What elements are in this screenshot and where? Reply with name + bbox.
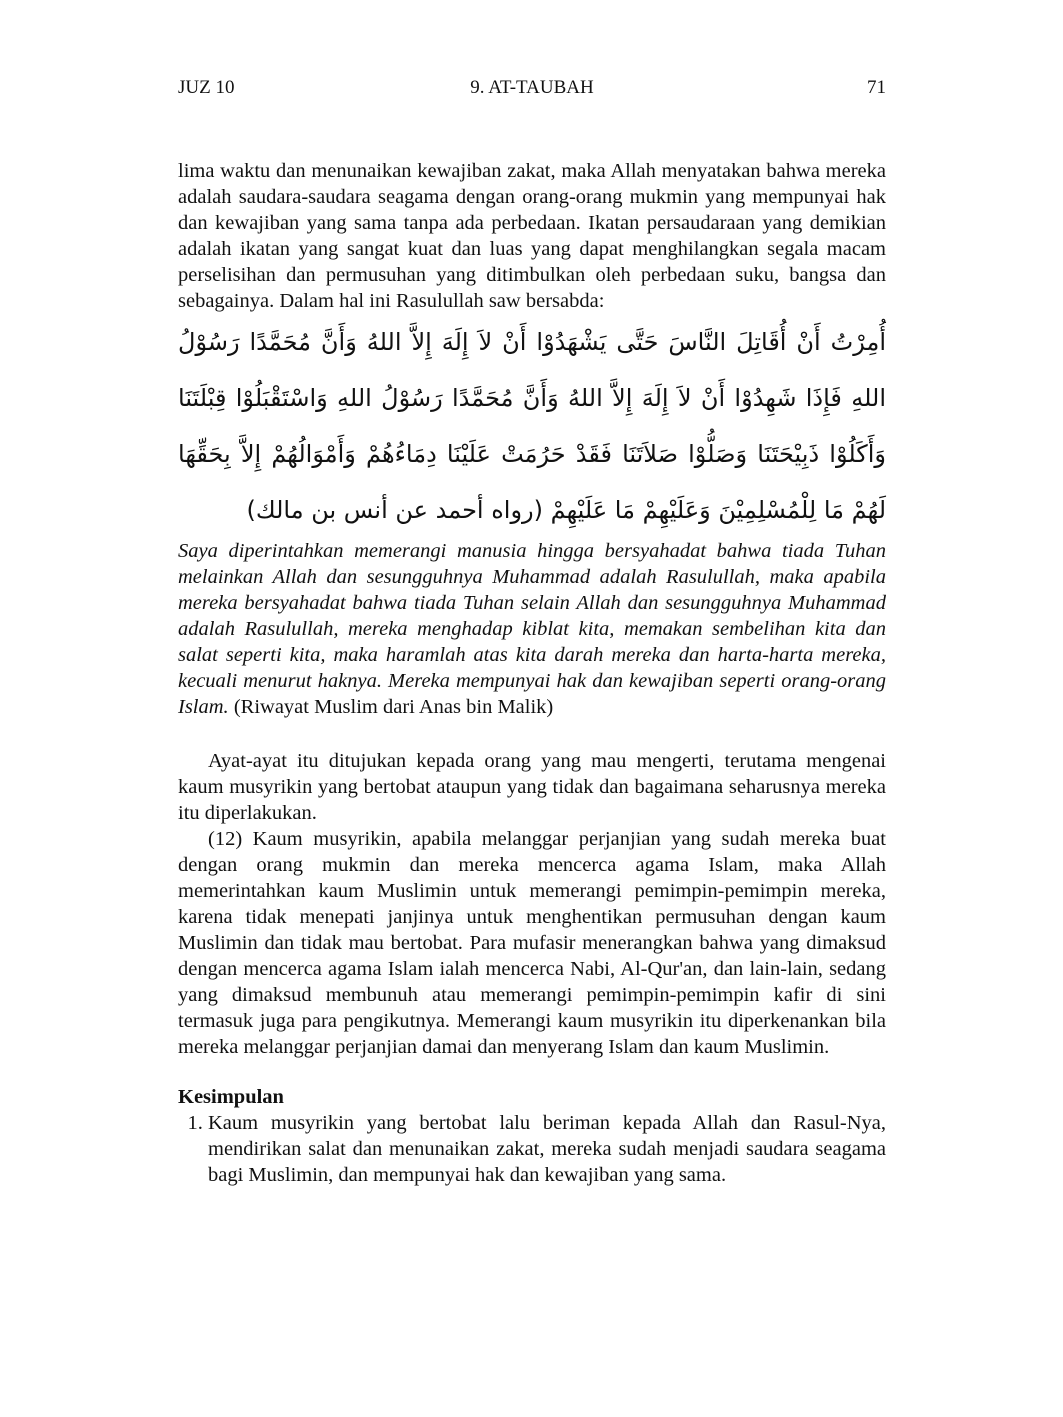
surah-title: 9. AT-TAUBAH xyxy=(470,77,594,98)
hadith-translation xyxy=(178,538,886,720)
hadith-translation-text: Saya diperintahkan memerangi manusia hingga bersyahadat bahwa tiada Tuhan melainkan Allah dan sesungguhnya Muhammad adalah Rasulullah, maka apabila mereka bersyahadat bahwa tiada Tuhan selain Allah dan sesungguhnya Muhammad adalah Rasulullah, mereka menghadap kiblat kita, memakan sembelihan kita dan salat seperti kita, maka haramlah atas kita darah mereka dan harta-harta mereka, kecuali menurut haknya. Mereka mempunyai hak dan kewajiban seperti orang-orang Islam. xyxy=(178,540,886,718)
juz-label: JUZ 10 xyxy=(178,77,235,98)
body-paragraph: Ayat-ayat itu ditujukan kepada orang yang mau mengerti, terutama mengenai kaum musyrikin yang bertobat ataupun yang tidak dan bagaimana seharusnya mereka itu diperlakukan. xyxy=(178,750,886,824)
conclusion-item: 1. Kaum musyrikin yang bertobat lalu beriman kepada Allah dan Rasul-Nya, mendirikan salat dan menunaikan zakat, mereka sudah menjadi saudara seagama bagi Muslimin, dan mempunyai hak dan kewajiban yang sama. xyxy=(208,1110,886,1188)
conclusion-list xyxy=(178,1110,886,1188)
body-paragraph: lima waktu dan menunaikan kewajiban zakat, maka Allah menyatakan bahwa mereka adalah saudara-saudara seagama dengan orang-orang mukmin yang mempunyai hak dan kewajiban yang sama tanpa ada perbedaan. Ikatan persaudaraan yang demikian adalah ikatan yang sangat kuat dan luas yang dapat menghilangkan segala macam perselisihan dan permusuhan yang ditimbulkan oleh perbedaan suku, bangsa dan sebagainya. Dalam hal ini Rasulullah saw bersabda: xyxy=(178,160,886,312)
hadith-arabic-text: أُمِرْتُ أَنْ أُقَاتِلَ النَّاسَ حَتَّى يَشْهَدُوْا أَنْ لاَ إِلَهَ إِلاَّ اللهُ وَأَنَّ مُحَمَّدًا رَسُوْلُ اللهِ فَإِذَا شَهِدُوْا أَنْ لاَ إِلَهَ إِلاَّ اللهُ وَأَنَّ مُحَمَّدًا رَسُوْلُ اللهِ وَاسْتَقْبَلُوْا قِبْلَتَنَا وَأَكَلُوْا ذَبِيْحَتَنَا وَصَلُّوْا صَلاَتَنَا فَقَدْ حَرُمَتْ عَلَيْنَا دِمَاءُهُمْ وَأَمْوَالُهُمْ إِلاَّ بِحَقِّهَا لَهُمْ مَا لِلْمُسْلِمِيْنَ وَعَلَيْهِمْ مَا عَلَيْهِمْ (رواه أحمد عن أنس بن مالك) xyxy=(178,328,886,524)
page-number: 71 xyxy=(867,77,886,98)
paragraph-spacer xyxy=(178,720,886,748)
hadith-source: (Riwayat Muslim dari Anas bin Malik) xyxy=(233,696,554,718)
body-paragraph: (12) Kaum musyrikin, apabila melanggar perjanjian yang sudah mereka buat dengan orang mukmin dan mereka mencerca agama Islam, maka Allah memerintahkan kaum Muslimin untuk memerangi pemimpin-pemimpin mereka, karena tidak menepati janjinya untuk menghentikan permusuhan dengan kaum Muslimin dan tidak mau bertobat. Para mufasir menerangkan bahwa yang dimaksud dengan mencerca agama Islam ialah mencerca Nabi, Al-Qur'an, dan lain-lain, sedang yang dimaksud membunuh atau memerangi pemimpin-pemimpin kafir di sini termasuk juga para pengikutnya. Memerangi kaum musyrikin itu diperkenankan bila mereka melanggar perjanjian damai dan menyerang Islam dan kaum Muslimin. xyxy=(178,828,886,1058)
section-heading: Kesimpulan xyxy=(178,1086,284,1108)
section-spacer xyxy=(178,1060,886,1084)
page-header xyxy=(178,74,886,102)
page-content xyxy=(178,158,886,1188)
